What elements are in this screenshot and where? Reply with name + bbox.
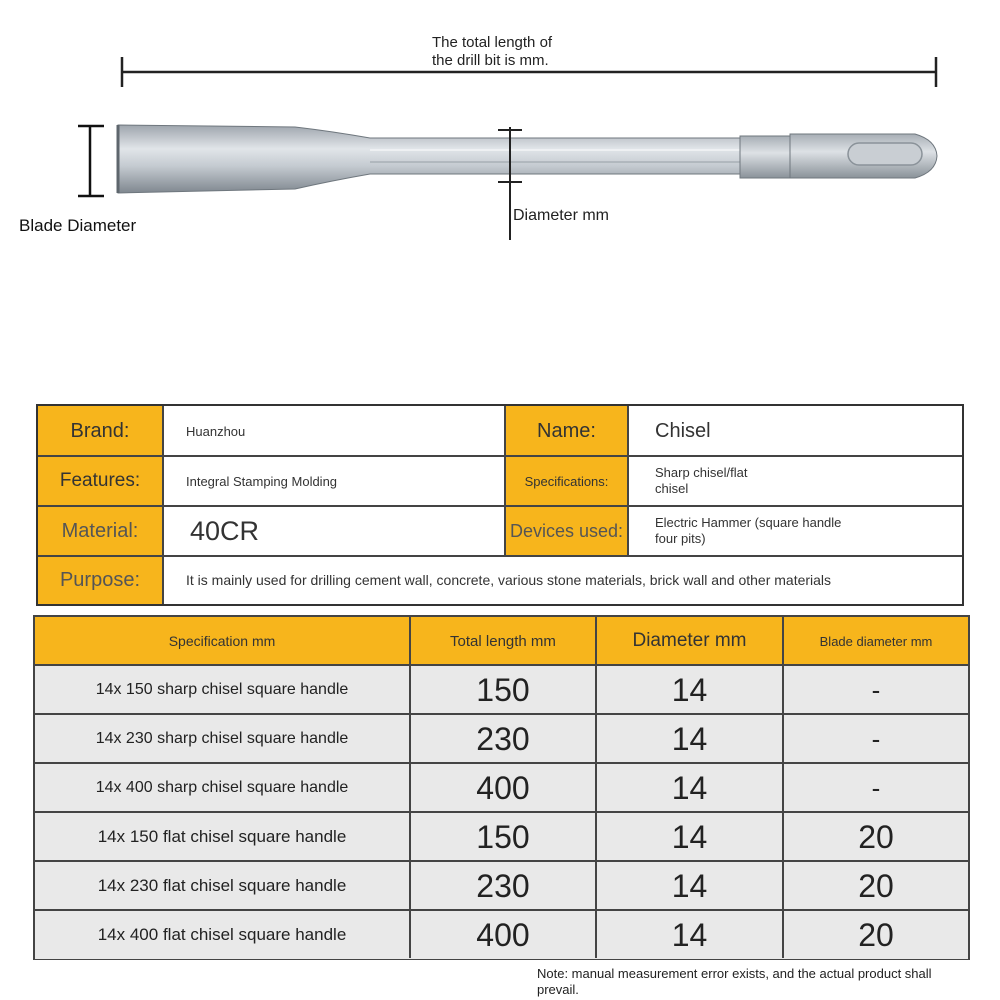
blade-cell: 20	[858, 867, 894, 904]
diameter-cell: 14	[671, 867, 708, 904]
brand-value: Huanzhou	[164, 406, 504, 456]
spec-cell: 14x 150 flat chisel square handle	[97, 827, 347, 846]
spec-cell: 14x 400 flat chisel square handle	[97, 925, 347, 944]
table-row	[35, 813, 968, 861]
blade-cell: 20	[858, 818, 894, 855]
length-cell: 150	[476, 671, 530, 708]
length-cell: 230	[476, 720, 530, 757]
blade-diameter-label: Blade Diameter	[19, 216, 137, 235]
diameter-cell: 14	[671, 671, 708, 708]
header-diameter: Diameter mm	[595, 617, 782, 665]
table-row	[35, 666, 968, 714]
length-cell: 230	[476, 867, 530, 904]
name-value: Chisel	[629, 406, 962, 456]
chisel-diagram	[0, 0, 1000, 260]
header-specification: Specification mm	[35, 617, 409, 665]
devices-value: Electric Hammer (square handle four pits)	[629, 506, 962, 556]
purpose-value: It is mainly used for drilling cement wall, concrete, various stone materials, brick wall and other materials	[164, 556, 962, 604]
total-length-label: The total length of the drill bit is mm.	[432, 34, 553, 69]
purpose-label: Purpose:	[38, 556, 164, 604]
spec-cell: 14x 150 sharp chisel square handle	[95, 681, 349, 698]
header-total-length: Total length mm	[409, 617, 595, 665]
chisel-body	[118, 125, 937, 193]
blade-cell: -	[871, 723, 881, 754]
size-table	[33, 615, 970, 960]
blade-diameter-bracket	[78, 126, 104, 196]
length-cell: 400	[476, 769, 530, 806]
blade-cell: 20	[858, 916, 894, 953]
diameter-label: Diameter mm	[513, 207, 610, 224]
length-cell: 400	[476, 916, 530, 953]
table-row	[35, 911, 968, 959]
diameter-cell: 14	[671, 818, 708, 855]
length-cell: 150	[476, 818, 530, 855]
table-row	[35, 764, 968, 812]
features-label: Features:	[38, 456, 164, 506]
table-row	[35, 862, 968, 910]
header-blade-diameter: Blade diameter mm	[782, 617, 968, 665]
brand-label: Brand:	[38, 406, 164, 456]
spec-cell: 14x 400 sharp chisel square handle	[95, 779, 349, 796]
table-row	[35, 715, 968, 763]
devices-label: Devices used:	[504, 506, 629, 556]
diameter-cell: 14	[671, 769, 708, 806]
specifications-value: Sharp chisel/flat chisel	[629, 456, 962, 506]
material-value: 40CR	[164, 506, 504, 556]
measurement-note: Note: manual measurement error exists, and the actual product shall prevail.	[537, 966, 932, 997]
spec-cell: 14x 230 sharp chisel square handle	[95, 730, 349, 747]
features-value: Integral Stamping Molding	[164, 456, 504, 506]
spec-card	[36, 404, 964, 606]
name-label: Name:	[504, 406, 629, 456]
diameter-cell: 14	[671, 720, 708, 757]
specifications-label: Specifications:	[504, 456, 629, 506]
spec-cell: 14x 230 flat chisel square handle	[97, 876, 347, 895]
blade-cell: -	[871, 772, 881, 803]
material-label: Material:	[38, 506, 164, 556]
diameter-cell: 14	[671, 916, 708, 953]
blade-cell: -	[871, 674, 881, 705]
